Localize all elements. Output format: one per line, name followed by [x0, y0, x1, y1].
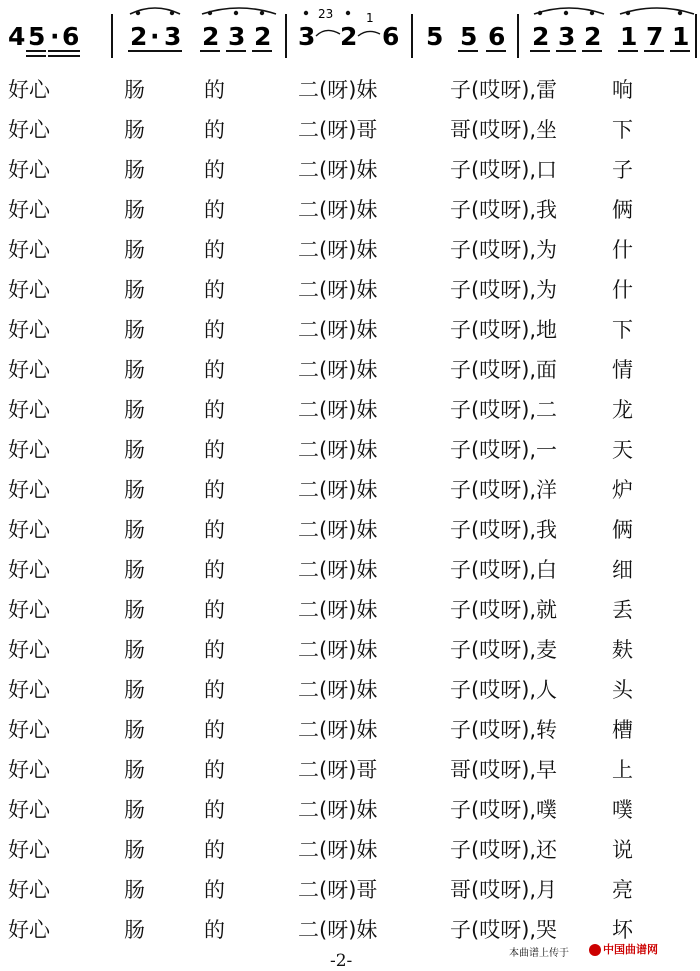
lyric-cell: 好心: [8, 358, 50, 382]
lyric-cell: 坏: [612, 918, 633, 942]
lyric-cell: 上: [612, 758, 633, 782]
lyric-cell: 的: [204, 438, 225, 462]
lyric-cell: 子(哎呀),噗: [450, 798, 558, 822]
lyric-line: [0, 150, 700, 190]
grace-slur: [358, 31, 380, 36]
lyric-cell: 槽: [612, 718, 633, 742]
note: 3: [164, 22, 182, 51]
lyric-cell: 的: [204, 638, 225, 662]
site-logo: [589, 941, 658, 957]
upload-notice: 本曲谱上传于: [509, 948, 569, 959]
note: 3: [228, 22, 246, 51]
note: ·: [150, 22, 160, 51]
octave-dot: [564, 11, 568, 15]
numbered-notation-staff: [0, 0, 700, 70]
lyric-cell: 的: [204, 78, 225, 102]
lyric-cell: 子(哎呀),人: [450, 678, 558, 702]
lyric-cell: 龙: [612, 398, 633, 422]
lyric-cell: 下: [612, 118, 633, 142]
lyric-cell: 好心: [8, 638, 50, 662]
lyric-cell: 肠: [124, 718, 145, 742]
lyric-cell: 二(呀)妹: [298, 438, 378, 462]
octave-dot: [678, 11, 682, 15]
lyric-cell: 肠: [124, 798, 145, 822]
lyric-cell: 二(呀)妹: [298, 558, 378, 582]
note: 2: [254, 22, 272, 51]
lyric-cell: 肠: [124, 158, 145, 182]
lyric-cell: 好心: [8, 318, 50, 342]
lyric-cell: 肠: [124, 198, 145, 222]
lyric-line: [0, 750, 700, 790]
lyric-line: [0, 710, 700, 750]
note: 7: [646, 22, 664, 51]
lyric-line: [0, 110, 700, 150]
lyric-line: [0, 870, 700, 910]
lyric-line: [0, 430, 700, 470]
lyric-line: [0, 830, 700, 870]
lyric-cell: 子(哎呀),为: [450, 278, 558, 302]
grace-notes: 1: [366, 11, 374, 25]
lyric-cell: 子(哎呀),还: [450, 838, 558, 862]
lyric-cell: 的: [204, 678, 225, 702]
lyric-cell: 好心: [8, 78, 50, 102]
lyric-cell: 好心: [8, 198, 50, 222]
lyric-cell: 的: [204, 518, 225, 542]
lyric-cell: 好心: [8, 798, 50, 822]
lyric-cell: 肠: [124, 118, 145, 142]
lyric-cell: 俩: [612, 198, 633, 222]
site-name: 中国曲谱网: [603, 943, 658, 956]
lyric-cell: 的: [204, 558, 225, 582]
lyric-cell: 的: [204, 918, 225, 942]
lyric-line: [0, 630, 700, 670]
lyric-cell: 子(哎呀),我: [450, 518, 558, 542]
note: 6: [62, 22, 80, 51]
lyric-cell: 二(呀)哥: [298, 878, 378, 902]
lyric-cell: 肠: [124, 278, 145, 302]
lyric-line: [0, 470, 700, 510]
lyric-cell: 二(呀)妹: [298, 798, 378, 822]
lyric-cell: 肠: [124, 598, 145, 622]
lyric-line: [0, 510, 700, 550]
lyric-line: [0, 550, 700, 590]
lyric-cell: 肠: [124, 318, 145, 342]
lyric-cell: 好心: [8, 598, 50, 622]
lyric-cell: 肠: [124, 358, 145, 382]
slur: [620, 8, 694, 14]
lyric-cell: 好心: [8, 878, 50, 902]
lyric-cell: 肠: [124, 638, 145, 662]
lyric-cell: 俩: [612, 518, 633, 542]
note: 3: [298, 22, 316, 51]
lyric-cell: 子(哎呀),洋: [450, 478, 558, 502]
lyric-cell: 二(呀)妹: [298, 278, 378, 302]
note: 4: [8, 22, 26, 51]
lyric-cell: 麸: [612, 638, 633, 662]
lyric-cell: 好心: [8, 478, 50, 502]
lyric-cell: 的: [204, 838, 225, 862]
lyric-cell: 好心: [8, 918, 50, 942]
lyric-line: [0, 190, 700, 230]
lyric-line: [0, 390, 700, 430]
lyric-cell: 的: [204, 758, 225, 782]
lyric-cell: 子: [612, 158, 633, 182]
grace-notes: 23: [318, 7, 334, 21]
lyric-line: [0, 270, 700, 310]
lyric-cell: 噗: [612, 798, 633, 822]
lyric-cell: 子(哎呀),白: [450, 558, 558, 582]
lyric-cell: 亮: [612, 878, 633, 902]
lyric-line: [0, 790, 700, 830]
lyric-cell: 头: [612, 678, 633, 702]
note: 5: [28, 22, 46, 51]
lyric-cell: 好心: [8, 838, 50, 862]
lyric-cell: 的: [204, 478, 225, 502]
lyric-cell: 的: [204, 198, 225, 222]
note: 5: [426, 22, 444, 51]
octave-dot: [304, 11, 308, 15]
lyric-line: [0, 670, 700, 710]
lyric-cell: 子(哎呀),口: [450, 158, 558, 182]
lyric-cell: 二(呀)妹: [298, 678, 378, 702]
lyric-cell: 二(呀)妹: [298, 598, 378, 622]
note: 2: [584, 22, 602, 51]
site-logo-icon: [589, 944, 601, 956]
lyric-cell: 天: [612, 438, 633, 462]
lyric-cell: 二(呀)哥: [298, 118, 378, 142]
note: 6: [488, 22, 506, 51]
lyric-cell: 子(哎呀),一: [450, 438, 558, 462]
lyrics-table: [0, 70, 700, 950]
lyric-cell: 肠: [124, 758, 145, 782]
lyric-line: [0, 590, 700, 630]
note: 1: [672, 22, 690, 51]
lyric-cell: 二(呀)妹: [298, 838, 378, 862]
lyric-cell: 肠: [124, 838, 145, 862]
lyric-cell: 情: [612, 358, 633, 382]
note: 2: [340, 22, 358, 51]
lyric-cell: 肠: [124, 518, 145, 542]
lyric-cell: 肠: [124, 478, 145, 502]
note: 2: [202, 22, 220, 51]
lyric-cell: 丢: [612, 598, 633, 622]
octave-dot: [346, 11, 350, 15]
lyric-cell: 子(哎呀),麦: [450, 638, 558, 662]
lyric-cell: 好心: [8, 558, 50, 582]
lyric-cell: 好心: [8, 118, 50, 142]
lyric-cell: 肠: [124, 438, 145, 462]
lyric-cell: 好心: [8, 158, 50, 182]
lyric-cell: 的: [204, 718, 225, 742]
lyric-cell: 的: [204, 358, 225, 382]
lyric-cell: 二(呀)妹: [298, 398, 378, 422]
note: 2: [130, 22, 148, 51]
lyric-cell: 的: [204, 318, 225, 342]
lyric-cell: 二(呀)哥: [298, 758, 378, 782]
note: 2: [532, 22, 550, 51]
octave-dot: [234, 11, 238, 15]
lyric-cell: 肠: [124, 78, 145, 102]
lyric-cell: 好心: [8, 238, 50, 262]
lyric-line: [0, 230, 700, 270]
lyric-line: [0, 70, 700, 110]
lyric-cell: 响: [612, 78, 633, 102]
lyric-cell: 肠: [124, 678, 145, 702]
lyric-cell: 的: [204, 798, 225, 822]
lyric-cell: 的: [204, 158, 225, 182]
lyric-cell: 什: [612, 238, 633, 262]
octave-dot: [260, 11, 264, 15]
lyric-cell: 好心: [8, 678, 50, 702]
lyric-cell: 的: [204, 118, 225, 142]
lyric-cell: 好心: [8, 438, 50, 462]
note: 6: [382, 22, 400, 51]
lyric-cell: 肠: [124, 558, 145, 582]
lyric-cell: 哥(哎呀),坐: [450, 118, 558, 142]
lyric-line: [0, 350, 700, 390]
lyric-cell: 二(呀)妹: [298, 198, 378, 222]
lyric-cell: 子(哎呀),二: [450, 398, 558, 422]
lyric-cell: 说: [612, 838, 633, 862]
lyric-cell: 二(呀)妹: [298, 518, 378, 542]
page-number: -2-: [330, 951, 353, 971]
lyric-cell: 哥(哎呀),早: [450, 758, 558, 782]
lyric-cell: 肠: [124, 238, 145, 262]
lyric-cell: 的: [204, 238, 225, 262]
lyric-cell: 好心: [8, 718, 50, 742]
slur: [202, 8, 276, 14]
lyric-cell: 二(呀)妹: [298, 918, 378, 942]
lyric-cell: 的: [204, 598, 225, 622]
lyric-cell: 二(呀)妹: [298, 718, 378, 742]
lyric-cell: 好心: [8, 758, 50, 782]
lyric-cell: 子(哎呀),雷: [450, 78, 558, 102]
lyric-cell: 子(哎呀),为: [450, 238, 558, 262]
lyric-cell: 下: [612, 318, 633, 342]
lyric-cell: 的: [204, 878, 225, 902]
lyric-cell: 子(哎呀),地: [450, 318, 558, 342]
lyric-cell: 哥(哎呀),月: [450, 878, 558, 902]
note: ·: [50, 22, 60, 51]
lyric-cell: 肠: [124, 398, 145, 422]
lyric-cell: 二(呀)妹: [298, 158, 378, 182]
note: 5: [460, 22, 478, 51]
lyric-cell: 细: [612, 558, 633, 582]
lyric-line: [0, 310, 700, 350]
lyric-cell: 二(呀)妹: [298, 638, 378, 662]
lyric-cell: 肠: [124, 918, 145, 942]
lyric-cell: 好心: [8, 398, 50, 422]
lyric-cell: 子(哎呀),就: [450, 598, 558, 622]
lyric-cell: 好心: [8, 518, 50, 542]
lyric-cell: 二(呀)妹: [298, 78, 378, 102]
note: 3: [558, 22, 576, 51]
lyric-cell: 子(哎呀),哭: [450, 918, 558, 942]
lyric-cell: 二(呀)妹: [298, 318, 378, 342]
lyric-cell: 的: [204, 398, 225, 422]
lyric-cell: 二(呀)妹: [298, 238, 378, 262]
lyric-cell: 二(呀)妹: [298, 358, 378, 382]
grace-slur: [316, 30, 340, 36]
lyric-cell: 的: [204, 278, 225, 302]
lyric-cell: 肠: [124, 878, 145, 902]
lyric-cell: 好心: [8, 278, 50, 302]
lyric-cell: 炉: [612, 478, 633, 502]
lyric-cell: 子(哎呀),转: [450, 718, 558, 742]
lyric-cell: 子(哎呀),我: [450, 198, 558, 222]
lyric-cell: 什: [612, 278, 633, 302]
note: 1: [620, 22, 638, 51]
lyric-cell: 子(哎呀),面: [450, 358, 558, 382]
lyric-cell: 二(呀)妹: [298, 478, 378, 502]
